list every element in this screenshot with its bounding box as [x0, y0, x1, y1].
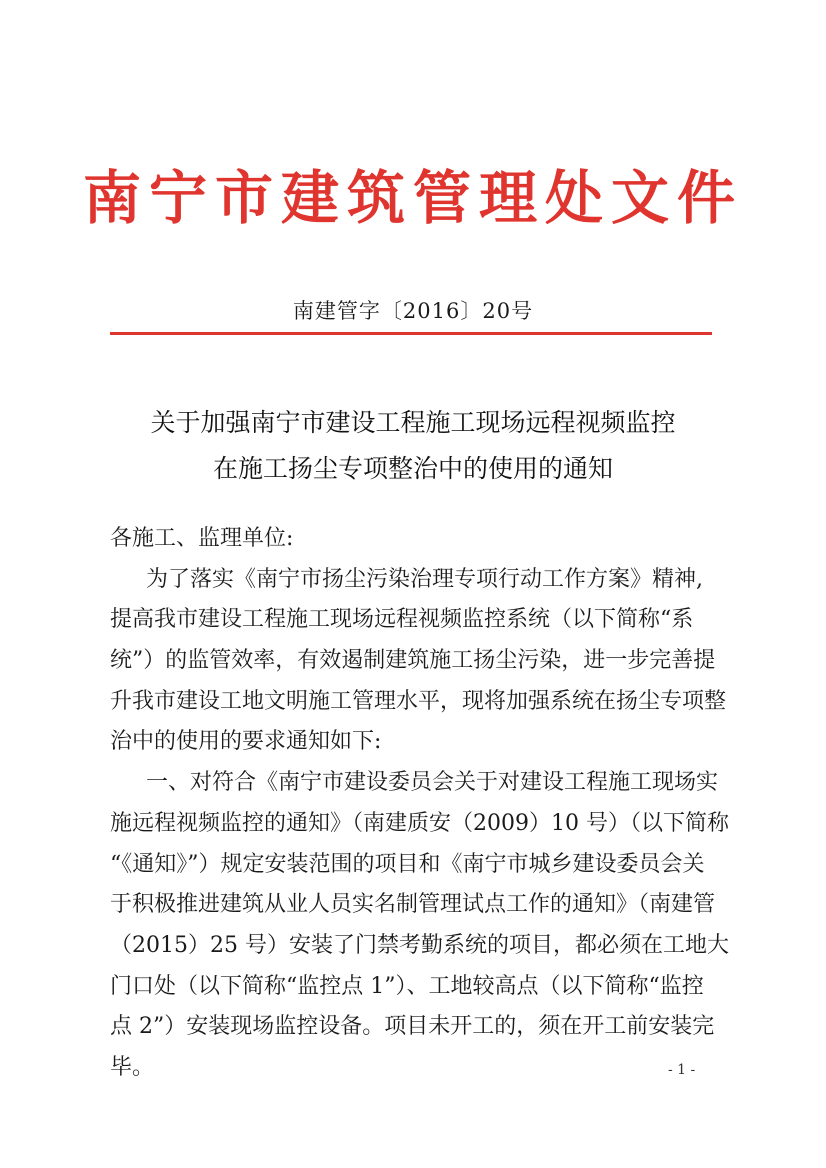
body-line: 施远程视频监控的通知》（南建质安（2009）10 号）（以下简称	[110, 810, 729, 836]
body-line: 一、对符合《南宁市建设委员会关于对建设工程施工现场实	[146, 770, 719, 796]
document-body	[110, 519, 750, 1089]
body-line: 为了落实《南宁市扬尘污染治理专项行动工作方案》精神,	[146, 566, 703, 592]
document-subject	[0, 400, 826, 492]
body-line: 升我市建设工地文明施工管理水平，现将加强系统在扬尘专项整	[110, 688, 727, 714]
page-number: - 1 -	[668, 1062, 696, 1078]
body-line: 治中的使用的要求通知如下:	[110, 729, 382, 755]
body-line: “《通知》”）规定安装范围的项目和《南宁市城乡建设委员会关	[110, 851, 705, 877]
body-line: 统”）的监管效率，有效遏制建筑施工扬尘污染，进一步完善提	[110, 648, 716, 674]
subject-line-2: 在施工扬尘专项整治中的使用的通知	[212, 454, 613, 483]
body-line: 点 2”）安装现场监控设备。项目未开工的，须在开工前安装完	[110, 1014, 715, 1040]
document-header-title: 南宁市建筑管理处文件	[82, 164, 743, 232]
red-divider-line	[110, 332, 712, 335]
subject-line-1: 关于加强南宁市建设工程施工现场远程视频监控	[150, 408, 676, 437]
salutation: 各施工、监理单位:	[110, 526, 294, 551]
body-line: 门口处（以下简称“监控点 1”）、工地较高点（以下简称“监控	[110, 973, 704, 999]
body-line: 毕。	[110, 1054, 155, 1080]
body-line: 于积极推进建筑从业人员实名制管理试点工作的通知》（南建管	[110, 892, 716, 918]
body-line: （2015）25 号）安装了门禁考勤系统的项目，都必须在工地大	[110, 932, 729, 958]
body-line: 提高我市建设工程施工现场远程视频监控系统（以下简称“系	[110, 607, 694, 633]
document-number: 南建管字〔2016〕20号	[292, 299, 534, 323]
